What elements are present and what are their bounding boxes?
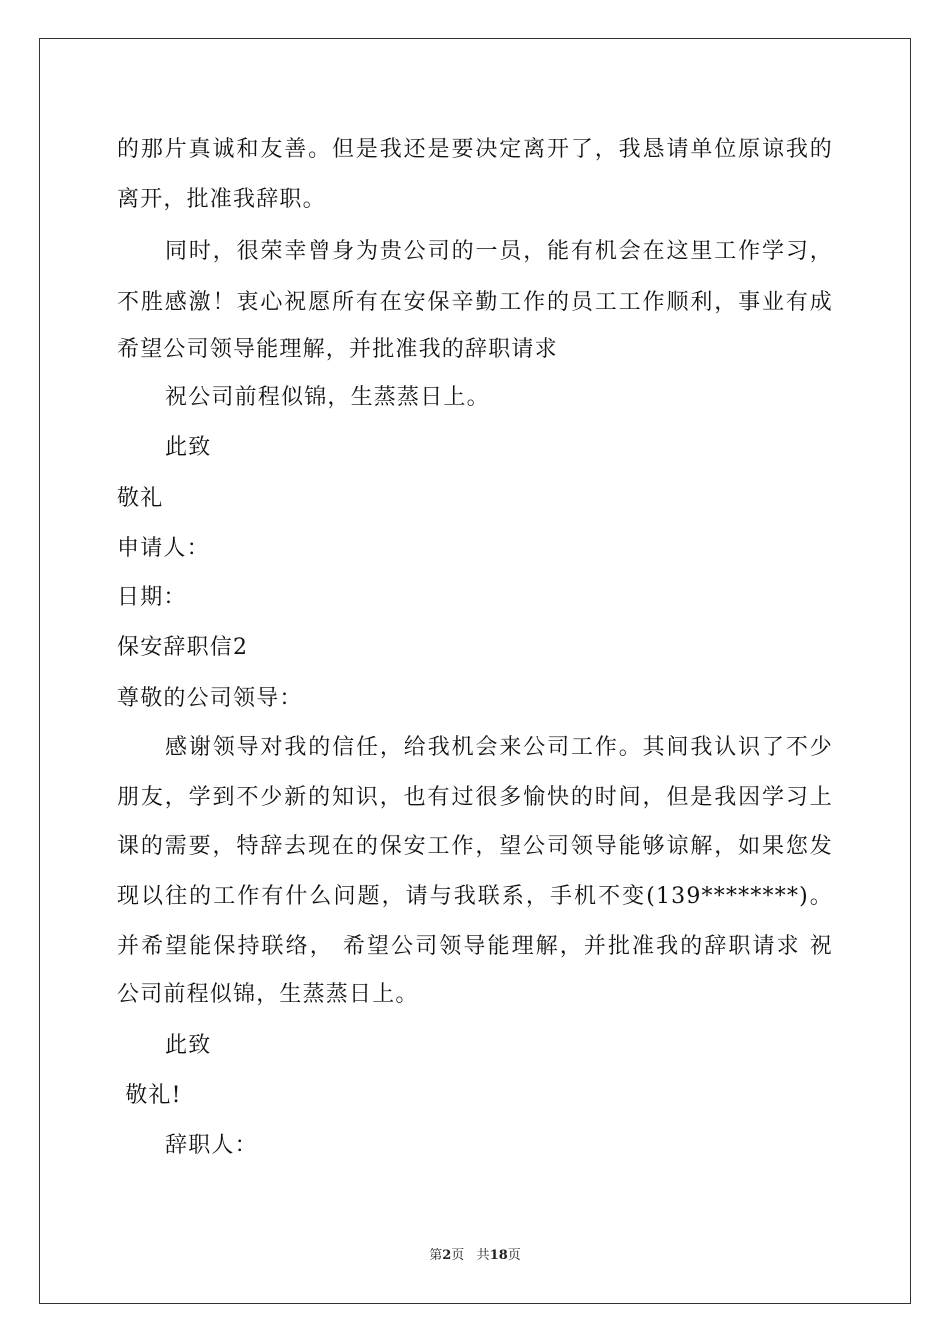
footer-prefix: 第 xyxy=(429,1248,443,1263)
text-line: 现以往的工作有什么问题，请与我联系，手机不变(139********)。 xyxy=(117,884,833,909)
footer-total-prefix: 共 xyxy=(476,1248,490,1263)
resigner-label: 辞职人： xyxy=(165,1133,258,1158)
text-line: 同时，很荣幸曾身为贵公司的一员，能有机会在这里工作学习， xyxy=(165,239,833,264)
page-footer xyxy=(0,1247,950,1265)
greeting: 尊敬的公司领导： xyxy=(117,686,303,711)
section-title: 保安辞职信2 xyxy=(117,635,249,660)
text-line: 感谢领导对我的信任，给我机会来公司工作。其间我认识了不少 xyxy=(165,735,833,760)
page-border xyxy=(39,38,911,1304)
footer-total-suffix: 页 xyxy=(507,1248,521,1263)
total-pages: 18 xyxy=(489,1248,508,1263)
text-line: 希望公司领导能理解，并批准我的辞职请求 xyxy=(117,337,558,362)
text-line: 朋友，学到不少新的知识，也有过很多愉快的时间，但是我因学习上 xyxy=(117,785,833,810)
closing-salutation: 此致 xyxy=(165,1033,212,1058)
page-number: 2 xyxy=(442,1248,452,1263)
text-line: 不胜感激！衷心祝愿所有在安保辛勤工作的员工工作顺利，事业有成 xyxy=(117,290,833,315)
text-line: 公司前程似锦，生蒸蒸日上。 xyxy=(117,982,419,1007)
text-line: 课的需要，特辞去现在的保安工作，望公司领导能够谅解，如果您发 xyxy=(117,834,833,859)
text-line: 并希望能保持联络， 希望公司领导能理解，并批准我的辞职请求 祝 xyxy=(117,934,833,959)
closing-regards: 敬礼! xyxy=(117,1083,182,1108)
applicant-label: 申请人： xyxy=(117,536,210,561)
closing-salutation: 此致 xyxy=(165,435,212,460)
date-label: 日期： xyxy=(117,585,187,610)
footer-page-suffix: 页 xyxy=(451,1248,465,1263)
text-line: 祝公司前程似锦，生蒸蒸日上。 xyxy=(165,385,490,410)
text-line: 的那片真诚和友善。但是我还是要决定离开了，我恳请单位原谅我的 xyxy=(117,137,833,162)
text-line: 离开，批准我辞职。 xyxy=(117,187,326,212)
closing-regards: 敬礼 xyxy=(117,486,164,511)
